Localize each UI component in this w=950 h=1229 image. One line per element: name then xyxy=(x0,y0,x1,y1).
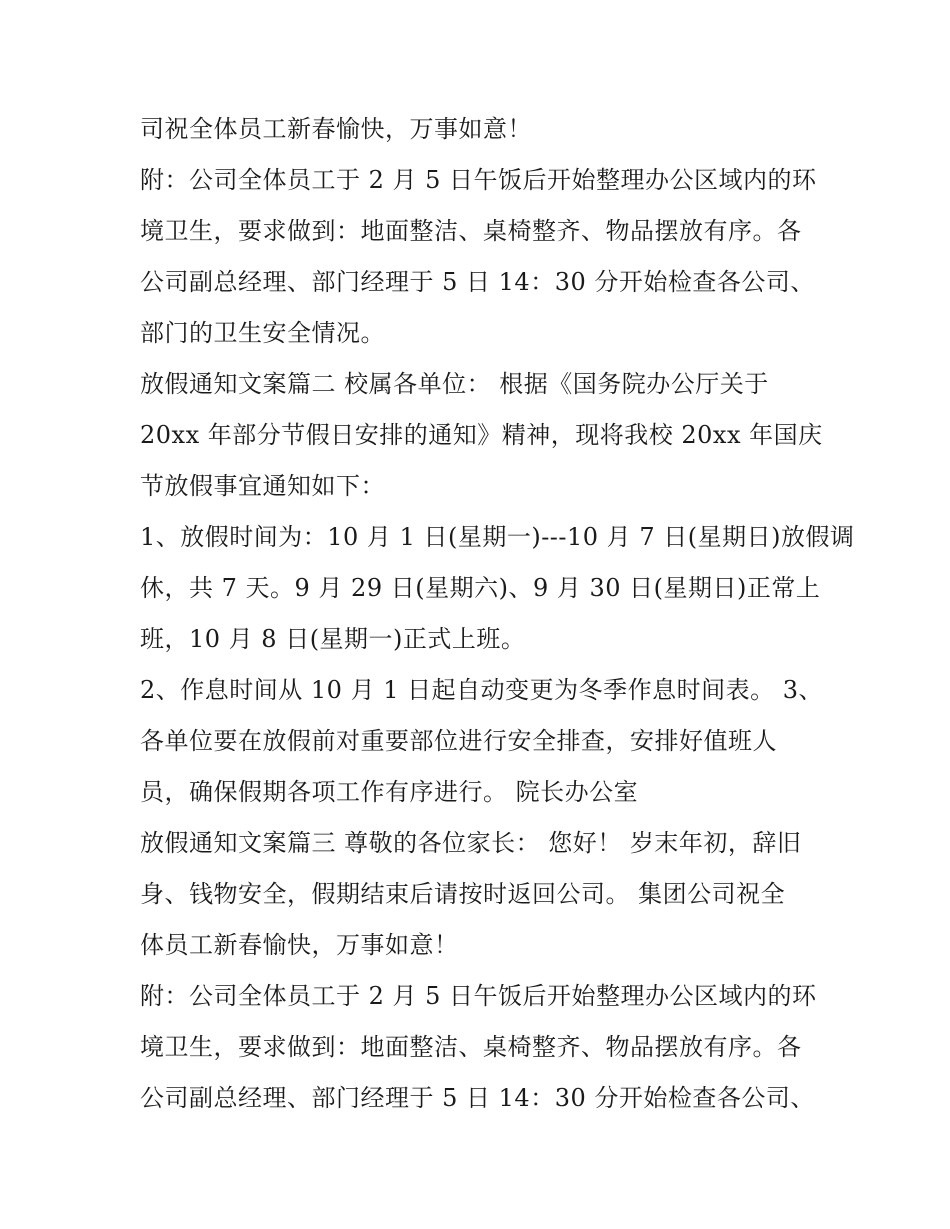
list-item-line: 2、作息时间从 10 月 1 日起自动变更为冬季作息时间表。 3、 xyxy=(140,676,823,704)
text-line: 20xx 年部分节假日安排的通知》精神，现将我校 20xx 年国庆 xyxy=(140,421,823,449)
section-heading-line: 放假通知文案篇二 校属各单位： 根据《国务院办公厅关于 xyxy=(140,370,769,398)
document-body xyxy=(140,104,855,1124)
text-line: 司祝全体员工新春愉快，万事如意！ xyxy=(140,115,532,143)
text-line: 部门的卫生安全情况。 xyxy=(140,319,385,347)
text-line: 体员工新春愉快，万事如意！ xyxy=(140,931,459,959)
text-line: 境卫生，要求做到：地面整洁、桌椅整齐、物品摆放有序。各 xyxy=(140,217,802,245)
text-line: 附：公司全体员工于 2 月 5 日午饭后开始整理办公区域内的环 xyxy=(140,166,817,194)
text-line: 节放假事宜通知如下： xyxy=(140,472,385,500)
text-line: 班，10 月 8 日(星期一)正式上班。 xyxy=(140,625,526,653)
list-item-line: 1、放假时间为：10 月 1 日(星期一)---10 月 7 日(星期日)放假调 xyxy=(140,523,855,551)
text-line: 附：公司全体员工于 2 月 5 日午饭后开始整理办公区域内的环 xyxy=(140,982,817,1010)
text-line: 境卫生，要求做到：地面整洁、桌椅整齐、物品摆放有序。各 xyxy=(140,1033,802,1061)
text-line: 员，确保假期各项工作有序进行。 院长办公室 xyxy=(140,778,639,806)
section-heading-line: 放假通知文案篇三 尊敬的各位家长： 您好！ 岁末年初，辞旧 xyxy=(140,829,802,857)
text-line: 身、钱物安全，假期结束后请按时返回公司。 集团公司祝全 xyxy=(140,880,786,908)
text-line: 各单位要在放假前对重要部位进行安全排查，安排好值班人 xyxy=(140,727,777,755)
text-line: 休，共 7 天。9 月 29 日(星期六)、9 月 30 日(星期日)正常上 xyxy=(140,574,821,602)
text-line: 公司副总经理、部门经理于 5 日 14：30 分开始检查各公司、 xyxy=(140,1084,815,1112)
text-line: 公司副总经理、部门经理于 5 日 14：30 分开始检查各公司、 xyxy=(140,268,815,296)
